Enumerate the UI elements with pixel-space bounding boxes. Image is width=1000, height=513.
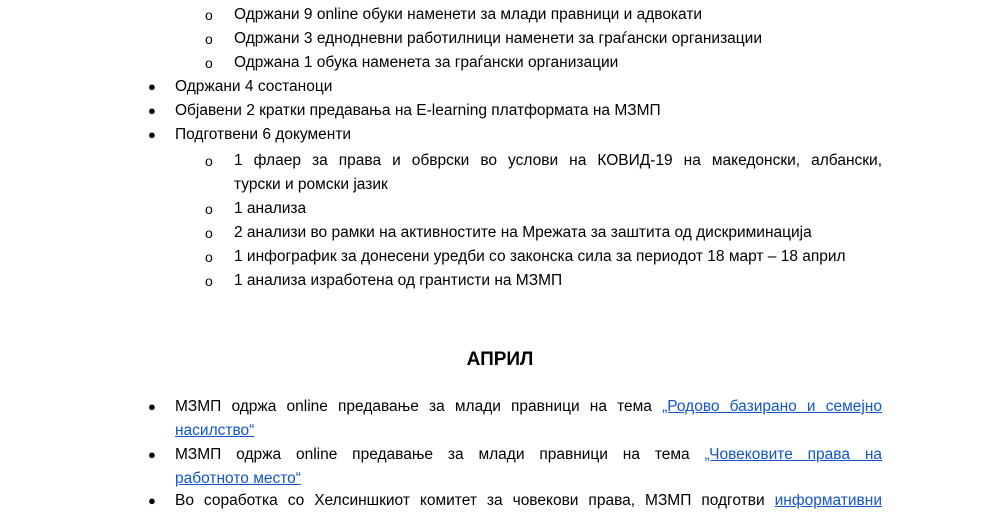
sub-list-item: Одржани 9 online обуки наменети за млади правници и адвокати [234, 6, 703, 23]
list-item: Објавени 2 кратки предавања на E-learning платформата на МЗМП [175, 102, 661, 119]
list-item: Подготвени 6 документи [175, 126, 352, 143]
sub-bullet: o [205, 55, 213, 71]
sub-list-item: 1 флаер за права и обврски во услови на КОВИД-19 на македонски, албански, [234, 152, 882, 169]
list-bullet: ● [148, 127, 156, 142]
sub-list-item: 1 инфографик за донесени уредби со законска сила за периодот 18 март – 18 април [234, 248, 846, 265]
sub-list-item: Одржана 1 обука наменета за граѓански организации [234, 54, 619, 71]
sub-list-item-continuation: турски и ромски јазик [234, 176, 388, 193]
lecture-link-gender-violence[interactable]: „Родово базирано и семејно [662, 398, 882, 415]
sub-bullet: o [205, 225, 213, 241]
informative-link[interactable]: информативни [774, 492, 882, 509]
sub-bullet: o [205, 31, 213, 47]
list-item-text: Во соработка со Хелсиншкиот комитет за човекови права, МЗМП подготви [175, 492, 765, 509]
lecture-link-gender-violence-cont[interactable]: насилство“ [175, 422, 255, 439]
sub-list-item: Одржани 3 еднодневни работилници наменети за граѓански организации [234, 30, 762, 47]
list-item [175, 443, 882, 467]
list-item: Одржани 4 состаноци [175, 78, 333, 95]
list-bullet: ● [148, 399, 156, 414]
sub-list-item: 2 анализи во рамки на активностите на Мрежата за заштита од дискриминација [234, 224, 812, 241]
sub-bullet: o [205, 201, 213, 217]
sub-list-item: 1 анализа [234, 200, 307, 217]
list-item-text: МЗМП одржа online предавање за млади правници на тема [175, 446, 690, 463]
list-bullet: ● [148, 79, 156, 94]
list-item [175, 489, 882, 513]
list-item-text: МЗМП одржа online предавање за млади правници на тема [175, 398, 652, 415]
lecture-link-workplace-rights-cont[interactable]: работното место“ [175, 470, 301, 487]
list-item [175, 395, 882, 419]
sub-bullet: o [205, 273, 213, 289]
list-bullet: ● [148, 447, 156, 462]
sub-bullet: o [205, 153, 213, 169]
lecture-link-workplace-rights[interactable]: „Човековите права на [704, 446, 883, 463]
section-heading: АПРИЛ [466, 349, 534, 370]
sub-bullet: o [205, 7, 213, 23]
sub-bullet: o [205, 249, 213, 265]
sub-list-item: 1 анализа изработена од грантисти на МЗМП [234, 272, 563, 289]
list-bullet: ● [148, 493, 156, 508]
list-bullet: ● [148, 103, 156, 118]
